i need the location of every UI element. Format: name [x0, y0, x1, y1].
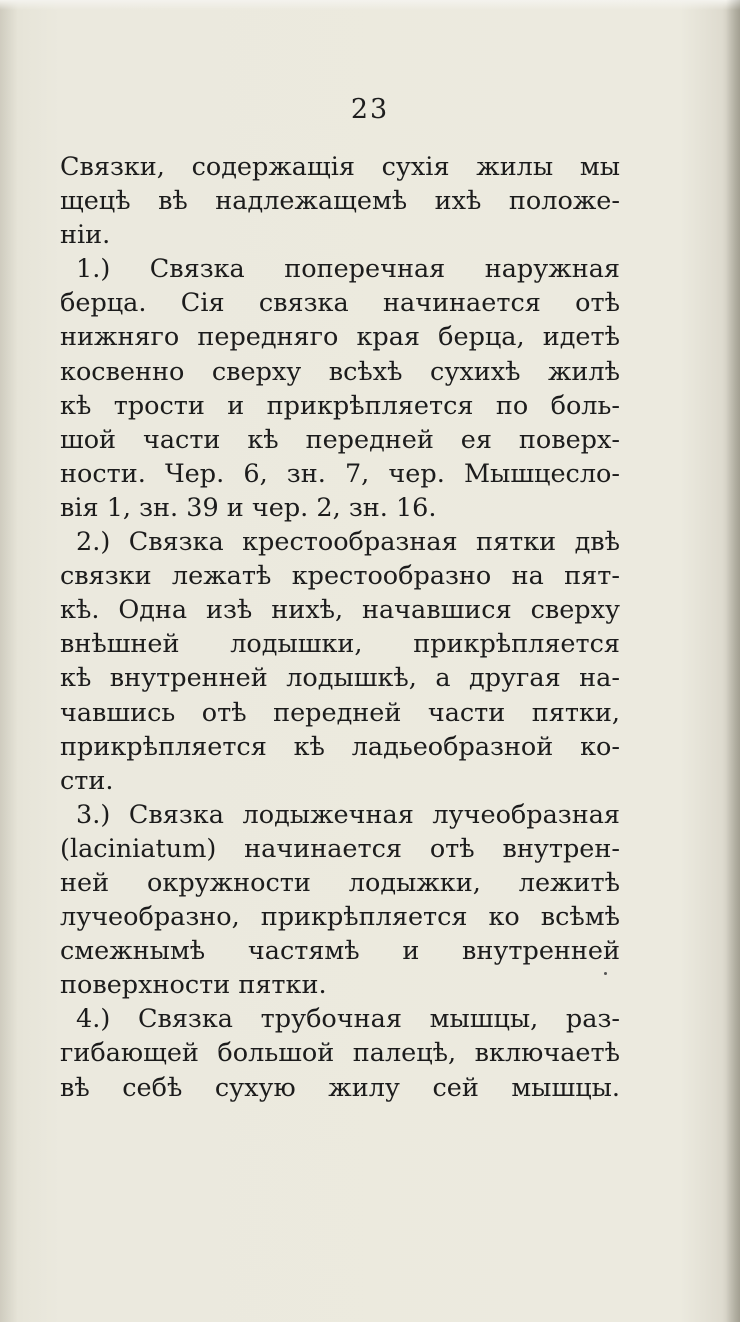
text-line: связки лежатѣ крестообразно на пят- — [60, 561, 620, 592]
paragraph-1 — [60, 252, 620, 525]
text-line: берца. Сія связка начинается отѣ — [60, 288, 620, 319]
text-line: нижняго передняго края берца, идетѣ — [60, 322, 620, 353]
text-line: Связки, содержащія сухія жилы мы — [60, 152, 620, 182]
text-line: вія 1, зн. 39 и чер. 2, зн. 16. — [60, 492, 437, 523]
text-line: поверхности пятки. — [60, 970, 327, 1001]
text-line: кѣ трости и прикрѣпляется по боль- — [60, 390, 620, 421]
text-line: ности. Чер. 6, зн. 7, чер. Мышцесло- — [60, 458, 620, 489]
text-line: 1.) Связка поперечная наружная — [76, 254, 620, 285]
paragraph-3 — [60, 798, 620, 1003]
text-line: косвенно сверху всѣхѣ сухихѣ жилѣ — [60, 356, 620, 387]
text-line: кѣ внутренней лодышкѣ, а другая на- — [60, 663, 620, 694]
text-line: щецѣ вѣ надлежащемѣ ихѣ положе- — [60, 186, 620, 217]
text-line: 3.) Связка лодыжечная лучеобразная — [76, 799, 620, 830]
page-gutter-shadow — [726, 0, 740, 1322]
text-line: ней окружности лодыжки, лежитѣ — [60, 867, 620, 898]
text-line: вѣ себѣ сухую жилу сей мышцы. — [60, 1072, 620, 1103]
page-top-edge — [0, 0, 740, 10]
text-line: смежнымѣ частямѣ и внутренней — [60, 936, 620, 967]
text-line: прикрѣпляется кѣ ладьеобразной ко- — [60, 731, 620, 762]
paragraph-2 — [60, 525, 620, 798]
text-line: сти. — [60, 765, 114, 796]
text-line: кѣ. Одна изѣ нихѣ, начавшися сверху — [60, 595, 620, 626]
text-line: гибающей большой палецѣ, включаетѣ — [60, 1038, 620, 1069]
text-line: (laciniatum) начинается отѣ внутрен- — [60, 833, 620, 864]
text-line: ніи. — [60, 220, 111, 251]
text-line: лучеобразно, прикрѣпляется ко всѣмѣ — [60, 902, 620, 933]
page-number: 23 — [350, 94, 390, 125]
paragraph-4 — [60, 1002, 620, 1104]
text-line: 4.) Связка трубочная мышцы, раз- — [76, 1004, 620, 1035]
ink-speck — [604, 972, 607, 975]
paragraph-heading — [60, 150, 620, 252]
text-line: чавшись отѣ передней части пятки, — [60, 697, 620, 728]
text-line: внѣшней лодышки, прикрѣпляется — [60, 629, 620, 660]
text-line: 2.) Связка крестообразная пятки двѣ — [76, 527, 620, 558]
body-text — [60, 150, 620, 1105]
text-line: шой части кѣ передней ея поверх- — [60, 424, 620, 455]
